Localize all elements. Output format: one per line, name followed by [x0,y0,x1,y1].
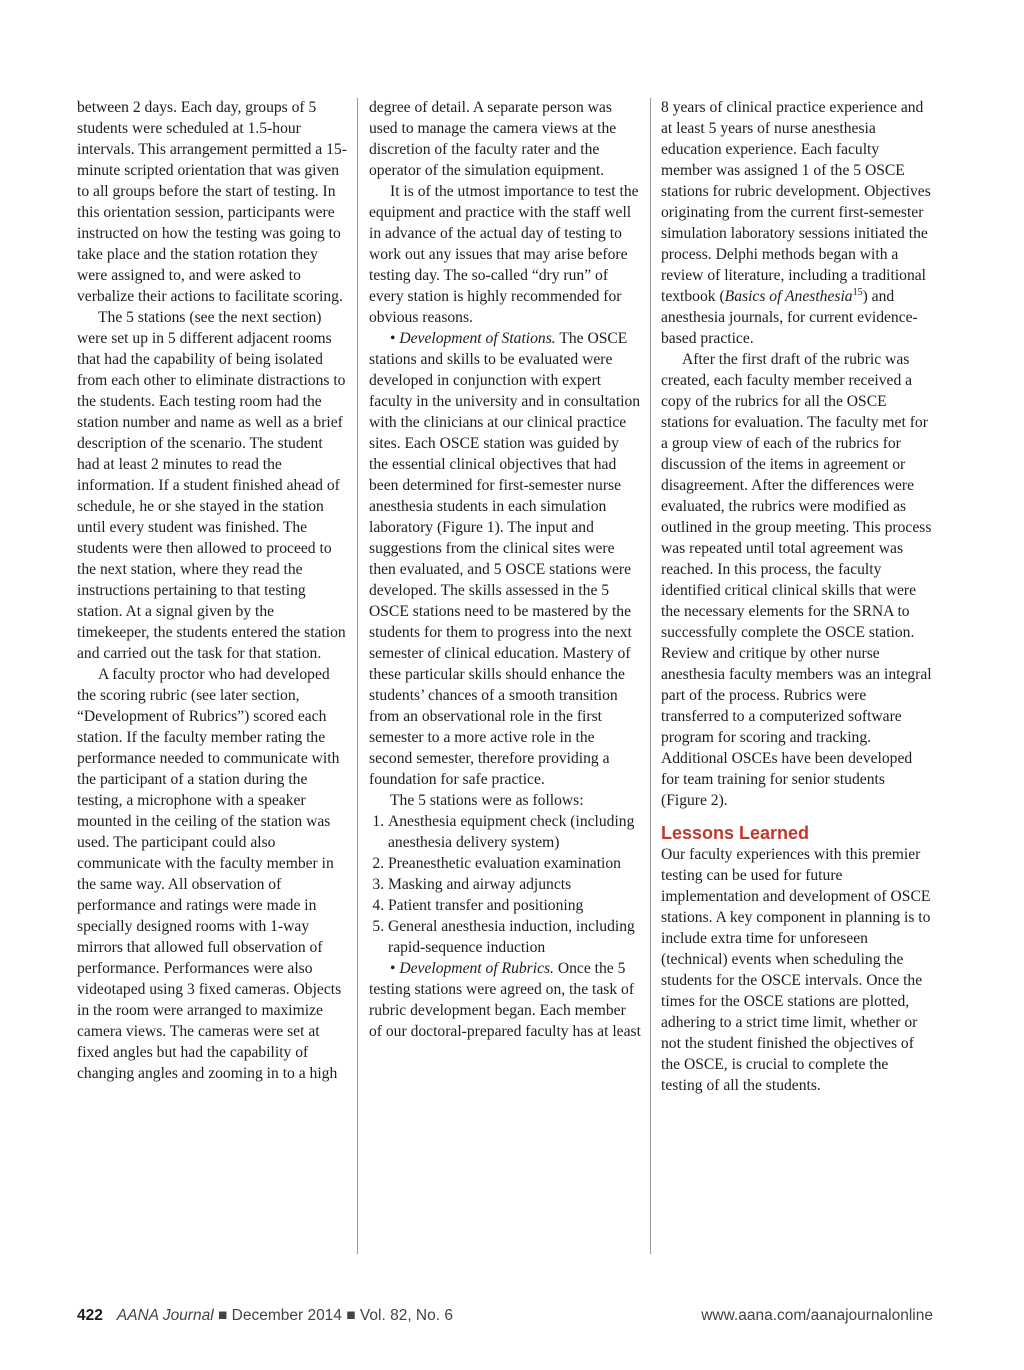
paragraph-text: The OSCE stations and skills to be evaluated were developed in conjunction with expert faculty in the university and in consultation with the clinicians at our clinical practice sites. Each OSCE station was guided by the essential clinical objectives that had been determined for first-semester nurse anesthesia students in each simulation laboratory (Figure 1). The input and suggestions from the clinical sites were then evaluated, and 5 OSCE stations were developed. The skills assessed in the 5 OSCE stations need to be mastered by the students for them to progress into the next semester of clinical education. Mastery of these particular skills should enhance the students’ chances of a smooth transition from an observational role in the first semester to a more active role in the second semester, therefore providing a foundation for safe practice. [369,330,641,788]
paragraph-text: 8 years of clinical practice experience and at least 5 years of nurse anesthesia education experience. Each faculty member was assigned 1 of the 5 OSCE stations for rubric development. Objectives originating from the current first-semester simulation laboratory sessions initiated the process. Delphi methods began with a review of literature, including a traditional textbook ( [661,99,931,305]
list-intro: The 5 stations were as follows: [390,792,584,809]
citation-superscript: 15 [852,286,863,298]
column-divider-2 [650,98,651,1254]
list-item: 1. Anesthesia equipment check (including anesthesia delivery system) [388,811,641,853]
paragraph [661,97,933,349]
text-column-3 [661,97,933,1096]
run-in-heading: Development of Stations. [399,330,556,347]
paragraph: degree of detail. A separate person was used to manage the camera views at the discretion of the faculty rater and the operator of the simulation equipment. [369,99,617,179]
subsection-rubrics [369,958,641,1042]
subsection-stations [369,328,641,790]
section-heading: Lessons Learned [661,823,810,843]
issue-date: December 2014 [231,1307,342,1324]
list-item: 2. Preanesthetic evaluation examination [388,853,641,874]
paragraph: The 5 stations (see the next section) were set up in 5 different adjacent rooms that had the capability of being isolated from each other to eliminate distractions to the students. Each testing room had the station number and name as well as a brief description of the scenario. The student had at least 2 minutes to read the information. If a student finished ahead of schedule, he or she stayed in the station until every student was finished. The students were then allowed to proceed to the next station, where they read the instructions pertaining to that testing station. At a signal given by the timekeeper, the students entered the station and carried out the task for that station. [77,309,346,662]
column-divider-1 [357,98,358,1254]
page-number: 422 [77,1307,103,1324]
journal-url: www.aana.com/aanajournalonline [701,1307,933,1324]
bullet-glyph: • [390,960,400,977]
list-item: 5. General anesthesia induction, including rapid-sequence induction [388,916,641,958]
paragraph-text: Once the 5 testing stations were agreed on, the task of rubric development began. Each member of our doctoral-prepared faculty has at least [369,960,641,1040]
text-column-1 [77,97,347,1084]
list-item: 3. Masking and airway adjuncts [388,874,641,895]
volume-number: Vol. 82, No. 6 [359,1307,453,1324]
paragraph: between 2 days. Each day, groups of 5 students were scheduled at 1.5-hour intervals. This arrangement permitted a 15-minute scripted orientation that was given to all groups before the start of testing. In this orientation session, participants were instructed on how the testing was going to take place and the station rotation they were assigned to, and were asked to verbalize their actions to facilitate scoring. [77,99,347,305]
page-footer [77,1304,933,1328]
paragraph: Our faculty experiences with this premier testing can be used for future implementation and development of OSCE stations. A key component in planning is to include extra time for unforeseen (technical) events when scheduling the students for the OSCE intervals. Once the times for the OSCE stations are plotted, adhering to a strict time limit, whether or not the student finished the objectives of the OSCE, is crucial to complete the testing of all the students. [661,846,931,1094]
footer-separator: ■ [341,1307,360,1324]
stations-list [369,811,641,958]
paragraph: After the first draft of the rubric was created, each faculty member received a copy of the rubrics for all the OSCE stations for evaluation. The faculty met for a group view of each of the rubrics for discussion of the items in agreement or disagreement. After the differences were evaluated, the rubrics were modified as outlined in the group meeting. This process was repeated until total agreement was reached. In this process, the faculty identified critical clinical skills that were the necessary elements for the SRNA to successfully complete the OSCE station. Review and critique by other nurse anesthesia faculty members was an integral part of the process. Rubrics were transferred to a computerized software program for scoring and tracking. Additional OSCEs have been developed for team training for senior students (Figure 2). [661,351,932,809]
run-in-heading: Development of Rubrics. [399,960,554,977]
bullet-glyph: • [390,330,400,347]
paragraph: A faculty proctor who had developed the scoring rubric (see later section, “Development of Rubrics”) scored each station. If the faculty member rating the performance needed to communicate with the participant of a station during the testing, a microphone with a speaker mounted in the ceiling of the station was used. The participant could also communicate with the faculty member in the same way. All observation of performance and ratings were made in specially designed rooms with 1-way mirrors that allowed full observation of performance. Performances were also videotaped using 3 fixed cameras. Objects in the room were arranged to maximize camera views. The cameras were set at fixed angles but had the capability of changing angles and zooming in to a high [77,666,342,1082]
footer-separator: ■ [213,1307,232,1324]
book-title: Basics of Anesthesia [724,288,853,305]
text-column-2 [369,97,641,1042]
paragraph-text: ) and anesthesia journals, for current evidence-based practice. [661,288,918,347]
paragraph: It is of the utmost importance to test the equipment and practice with the staff well in advance of the actual day of testing to work out any issues that may arise before testing day. The so-called “dry run” of every station is highly recommended for obvious reasons. [369,183,639,326]
journal-name: AANA Journal [116,1307,214,1324]
list-item: 4. Patient transfer and positioning [388,895,641,916]
